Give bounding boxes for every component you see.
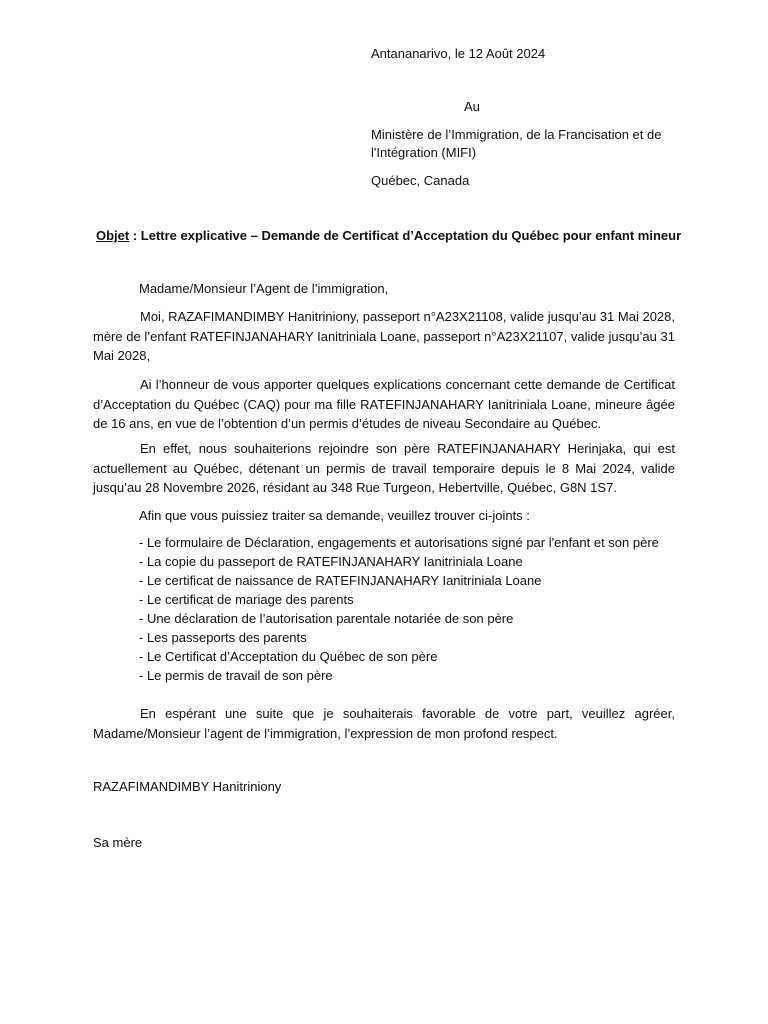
recipient-city: Québec, Canada xyxy=(371,173,470,188)
list-item: - Le Certificat d’Acceptation du Québec de son père xyxy=(139,649,438,664)
list-item: - Le formulaire de Déclaration, engagements et autorisations signé par l'enfant et son père xyxy=(139,535,659,550)
subject-separator: : xyxy=(129,228,141,243)
recipient-to: Au xyxy=(464,99,480,114)
paragraph-identity: Moi, RAZAFIMANDIMBY Hanitriniony, passeport n°A23X21108, valide jusqu’au 31 Mai 2028, mère de l’enfant RATEFINJANAHARY Ianitriniala Loane, passeport n°A23X21107, valide jusqu’au 31 Mai 2028, xyxy=(93,309,675,363)
subject-line xyxy=(96,226,681,245)
signature-name: RAZAFIMANDIMBY Hanitriniony xyxy=(93,779,282,794)
list-item: - Le certificat de mariage des parents xyxy=(139,592,354,607)
list-item: - Les passeports des parents xyxy=(139,630,307,645)
recipient-line-1: Ministère de l’Immigration, de la Francisation et de xyxy=(371,127,662,142)
paragraph-closing: En espérant une suite que je souhaiterais favorable de votre part, veuillez agréer, Madame/Monsieur l’agent de l’immigration, l’expression de mon profond respect. xyxy=(93,706,675,741)
paragraph-request: Ai l’honneur de vous apporter quelques explications concernant cette demande de Certificat d’Acceptation du Québec (CAQ) pour ma fille RATEFINJANAHARY Ianitriniala Loane, mineure âgée de 16 ans, en vue de l’obtention d’un permis d’études de niveau Secondaire au Québec. xyxy=(93,377,675,431)
paragraph-context: En effet, nous souhaiterions rejoindre son père RATEFINJANAHARY Herinjaka, qui est actuellement au Québec, détenant un permis de travail temporaire depuis le 8 Mai 2024, valide jusqu’au 28 Novembre 2026, résidant au 348 Rue Turgeon, Hebertville, Québec, G8N 1S7. xyxy=(93,441,675,495)
place-date: Antananarivo, le 12 Août 2024 xyxy=(371,46,546,61)
list-item: - Une déclaration de l’autorisation parentale notariée de son père xyxy=(139,611,514,626)
list-item: - La copie du passeport de RATEFINJANAHARY Ianitriniala Loane xyxy=(139,554,523,569)
list-item: - Le certificat de naissance de RATEFINJANAHARY Ianitriniala Loane xyxy=(139,573,542,588)
salutation: Madame/Monsieur l’Agent de l’immigration, xyxy=(139,281,389,296)
attachments-list xyxy=(139,533,659,685)
list-item: - Le permis de travail de son père xyxy=(139,668,333,683)
paragraph-attachments-intro: Afin que vous puissiez traiter sa demande, veuillez trouver ci-joints : xyxy=(139,508,530,523)
signature-role: Sa mère xyxy=(93,835,143,850)
subject-label: Objet xyxy=(96,228,130,243)
recipient-line-2: l'Intégration (MIFI) xyxy=(371,145,477,160)
subject-text: Lettre explicative – Demande de Certificat d’Acceptation du Québec pour enfant mineur xyxy=(140,228,682,243)
